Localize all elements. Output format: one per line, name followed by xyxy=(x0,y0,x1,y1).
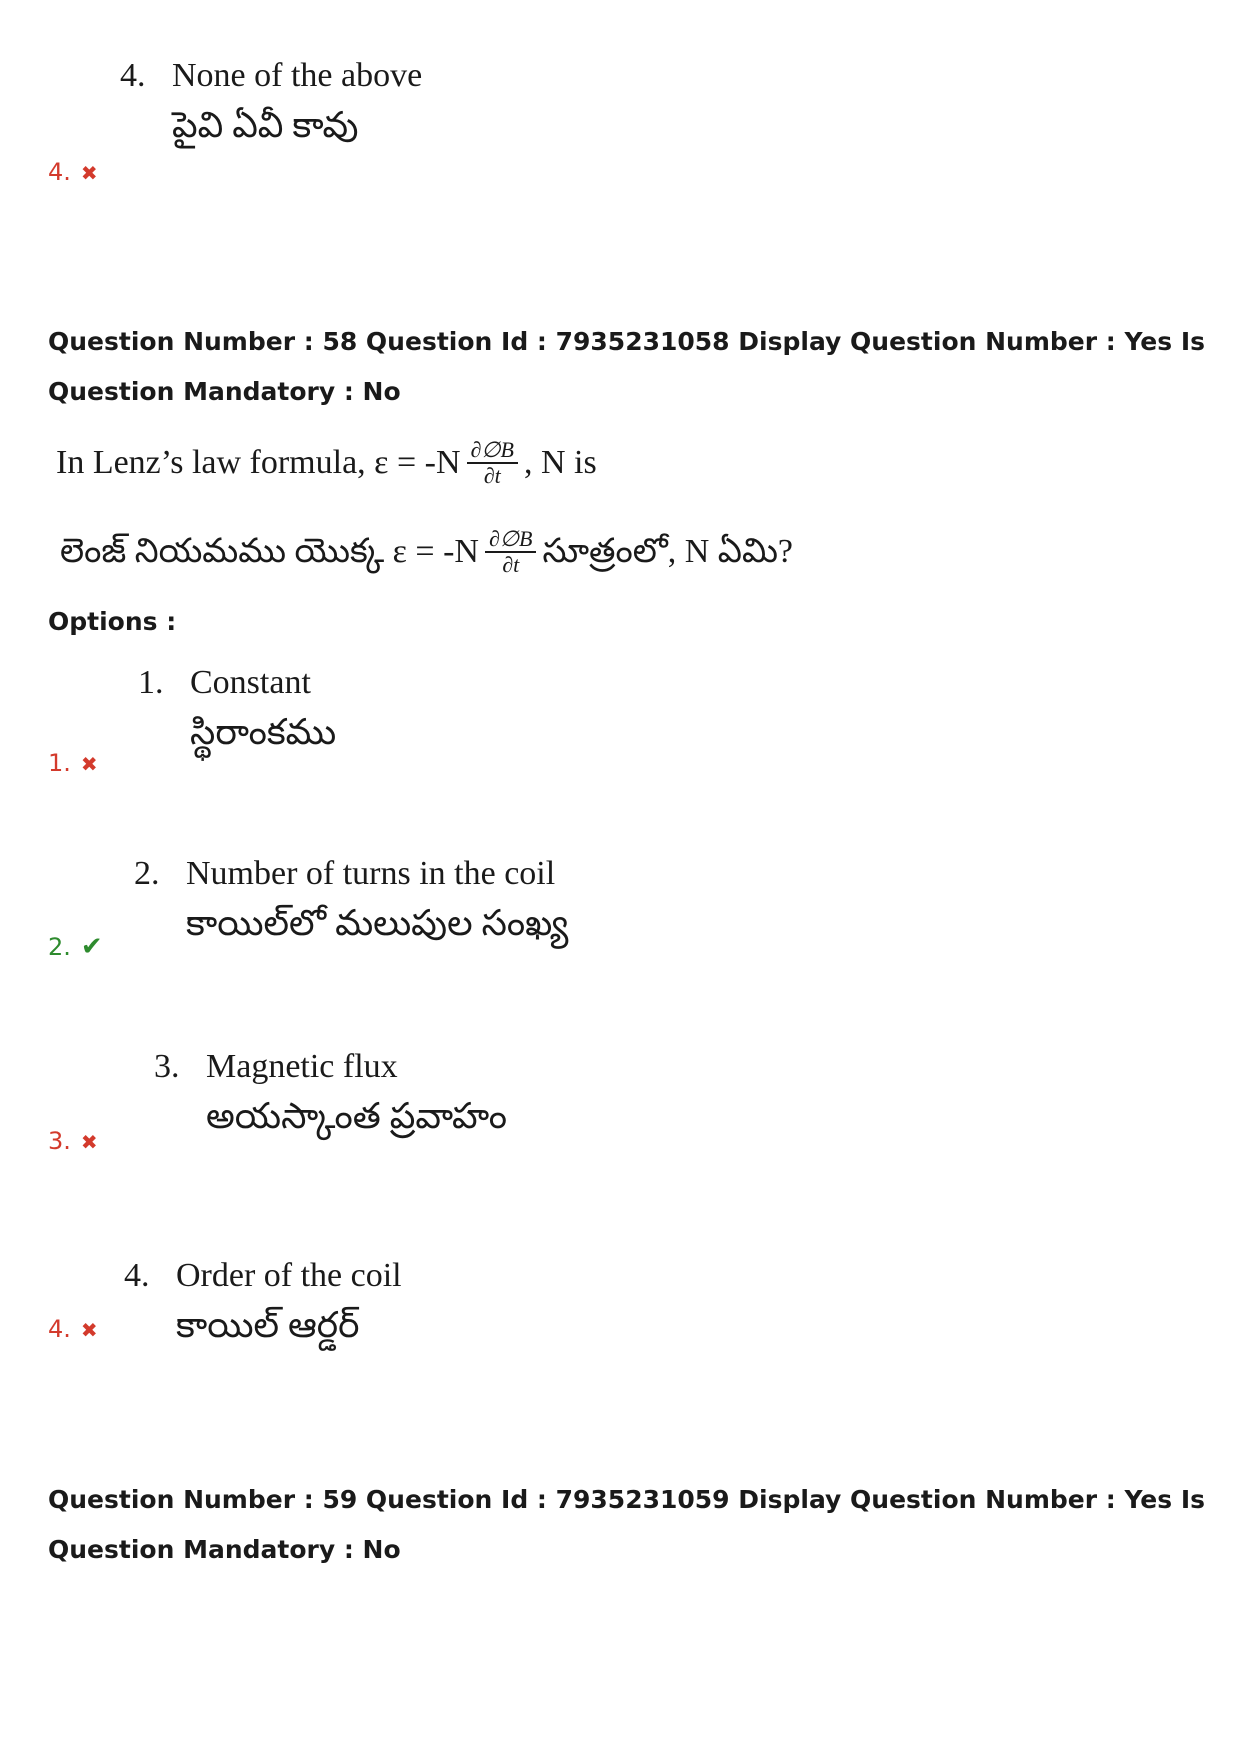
option-telugu: కాయిల్ ఆర్డర్ xyxy=(176,1305,360,1345)
prev-option-4-marker: 4. ✖ xyxy=(48,158,98,186)
option-telugu: పైవి ఏవీ కావు xyxy=(172,105,359,145)
question-58-header: Question Number : 58 Question Id : 7935231058 Display Question Number : Yes Is Question Mandatory : No xyxy=(48,327,1206,406)
cross-icon: ✖ xyxy=(80,752,98,776)
option-telugu: స్థిరాంకము xyxy=(190,712,337,752)
question-58-telugu: లెంజ్ నియమము యొక్క ε = -N $\frac{\partial\emptyset B}{\partial t}$ సూత్రంలో, N ఏమి? xyxy=(60,526,794,577)
option-1-marker: 1. ✖ xyxy=(48,749,98,777)
cross-icon: ✖ xyxy=(80,1318,98,1342)
option-telugu: అయస్కాంత ప్రవాహం xyxy=(206,1096,507,1136)
options-label: Options : xyxy=(48,607,177,636)
check-icon: ✔ xyxy=(80,932,103,962)
option-1 xyxy=(138,663,336,755)
cross-icon: ✖ xyxy=(80,161,98,185)
option-english: 2. Number of turns in the coil xyxy=(134,855,556,892)
option-2-marker: 2. ✔ xyxy=(48,932,103,962)
formula-fraction: $\frac{\partial\emptyset B}{\partial t}$ xyxy=(485,527,536,577)
prev-option-4 xyxy=(120,56,422,148)
question-58-english: In Lenz’s law formula, ε = -N $\frac{\partial\emptyset B}{\partial t}$ , N is xyxy=(56,437,597,488)
option-english: 1. Constant xyxy=(138,664,311,701)
option-english: 4. None of the above xyxy=(120,57,423,94)
cross-icon: ✖ xyxy=(80,1130,98,1154)
option-4-marker: 4. ✖ xyxy=(48,1315,98,1343)
option-english: 4. Order of the coil xyxy=(124,1257,402,1294)
option-2 xyxy=(134,854,568,946)
option-3-marker: 3. ✖ xyxy=(48,1127,98,1155)
option-3 xyxy=(154,1047,507,1139)
option-english: 3. Magnetic flux xyxy=(154,1048,398,1085)
option-4 xyxy=(124,1256,402,1348)
formula-fraction: $\frac{\partial\emptyset B}{\partial t}$ xyxy=(467,438,518,488)
question-59-header: Question Number : 59 Question Id : 7935231059 Display Question Number : Yes Is Question Mandatory : No xyxy=(48,1485,1206,1564)
option-telugu: కాయిల్‌లో మలుపుల సంఖ్య xyxy=(186,903,569,943)
